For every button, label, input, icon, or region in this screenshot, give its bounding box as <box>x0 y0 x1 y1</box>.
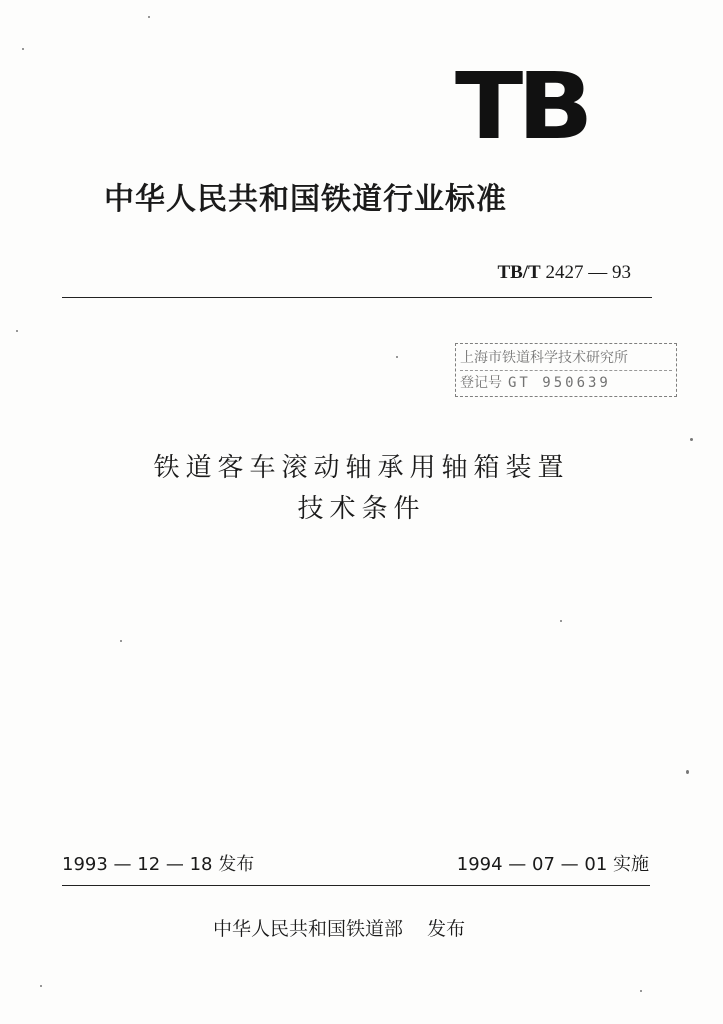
registration-stamp <box>455 343 677 397</box>
scan-speck <box>686 770 689 774</box>
publish-action: 发布 <box>427 918 466 940</box>
scan-speck <box>560 620 562 622</box>
top-divider <box>62 297 652 298</box>
issue-date: 1993 — 12 — 18 发布 <box>62 854 255 875</box>
scan-speck <box>148 16 150 18</box>
document-title-line-2: 技术条件 <box>297 494 426 524</box>
standard-organization: 中华人民共和国铁道行业标准 <box>104 182 507 217</box>
scan-speck <box>16 330 18 332</box>
publisher-line <box>213 914 465 941</box>
scan-speck <box>396 356 398 358</box>
stamp-registration-row <box>460 371 672 395</box>
standard-code-prefix: TB/T <box>497 262 541 283</box>
tb-logo: TB <box>455 52 588 161</box>
stamp-registration-number: GT 950639 <box>508 375 611 391</box>
standard-code <box>497 262 631 284</box>
bottom-divider <box>62 885 650 886</box>
publisher-name: 中华人民共和国铁道部 <box>213 918 404 940</box>
stamp-institute-row <box>460 346 672 371</box>
standard-code-number: 2427 — 93 <box>545 262 631 283</box>
scan-speck <box>690 438 693 441</box>
document-title-line-1: 铁道客车滚动轴承用轴箱装置 <box>153 453 570 483</box>
implementation-date: 1994 — 07 — 01 实施 <box>456 854 649 875</box>
scan-speck <box>120 640 122 642</box>
scan-speck <box>640 990 642 992</box>
stamp-institute: 上海市铁道科学技术研究所 <box>460 350 628 366</box>
stamp-registration-label: 登记号 <box>460 375 502 391</box>
scan-speck <box>40 985 42 987</box>
scan-speck <box>22 48 24 50</box>
